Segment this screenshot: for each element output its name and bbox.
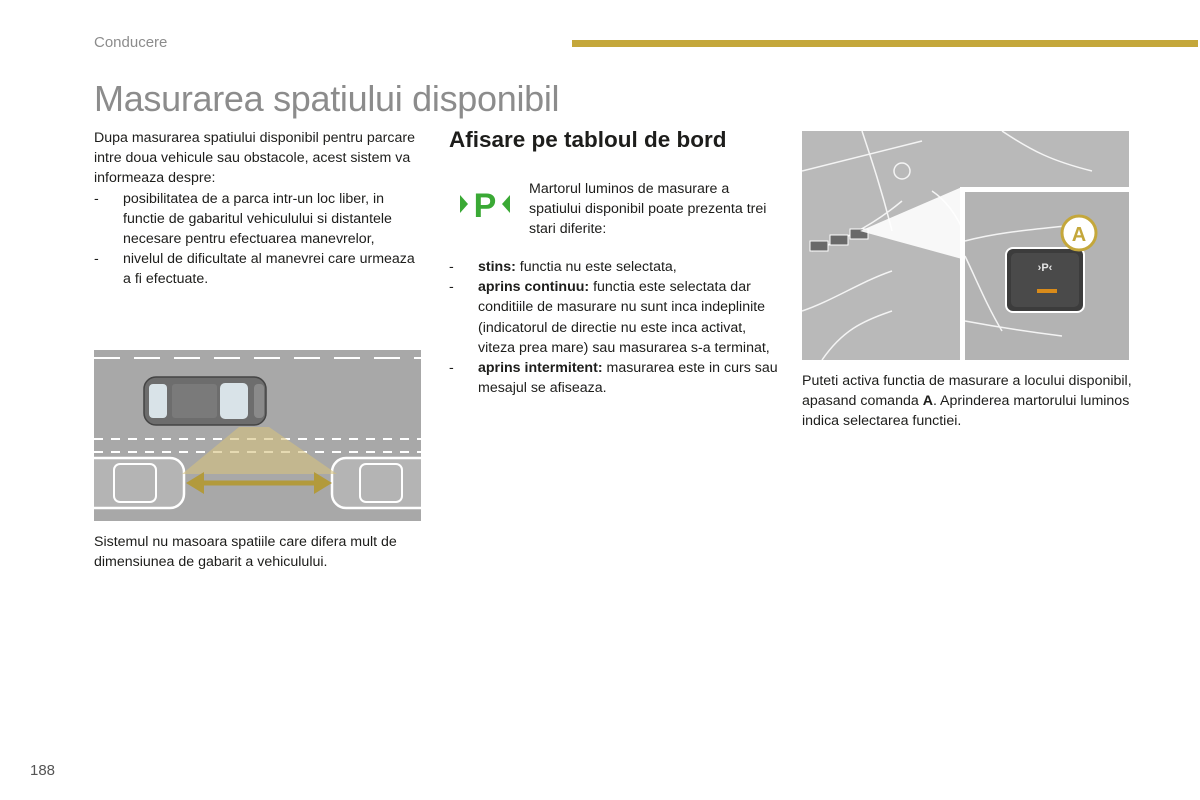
- intro-section: [94, 128, 424, 290]
- caption-control-letter: A: [922, 393, 933, 410]
- state-label: aprins continuu:: [478, 279, 590, 296]
- svg-text:P: P: [473, 187, 497, 222]
- header-accent-bar: [572, 40, 1198, 47]
- figure1-caption: Sistemul nu masoara spatiile care difera mult de dimensiunea de gabarit a vehiculului.: [94, 534, 397, 571]
- state-item-continuous: - aprins continuu: functia este selectata dar conditiile de masurare nu sunt inca indeplinite (indicatorul de directie nu este inca activat, viteza prea mare) sau masurarea s-a terminat,: [449, 279, 770, 356]
- state-label: aprins intermitent:: [478, 360, 603, 377]
- parking-space-illustration: [94, 350, 421, 521]
- telltale-description: Martorul luminos de masurare a spatiului disponibil poate prezenta trei stari diferite:: [529, 181, 767, 238]
- intro-list-item-text: posibilitatea de a parca intr-un loc liber, in functie de gabaritul vehiculului si distantele necesare pentru efectuarea manevrelor,: [123, 190, 392, 248]
- parked-car-right: [332, 458, 421, 508]
- caption-text: . Aprinderea martorului luminos indica selectarea functiei.: [802, 393, 1130, 430]
- state-item-flashing: - aprins intermitent: masurarea este in curs sau mesajul se afiseaza.: [449, 360, 778, 397]
- parked-car-left: [94, 458, 184, 508]
- state-text: functia nu este selectata,: [515, 259, 677, 275]
- control-button-illustration: [802, 131, 1129, 360]
- state-item-off: - stins: functia nu este selectata,: [449, 259, 677, 275]
- intro-list-item: - posibilitatea de a parca intr-un loc liber, in functie de gabaritul vehiculului si distantele necesare pentru efectuarea manevrelor,: [94, 190, 392, 248]
- vehicle-top-view: [144, 377, 266, 425]
- intro-list: [94, 189, 424, 290]
- state-label: stins:: [478, 259, 516, 275]
- callout-a: [1062, 216, 1096, 250]
- button-indicator-light: [1037, 289, 1057, 293]
- svg-text:A: A: [1071, 224, 1087, 246]
- intro-list-item-text: nivelul de dificultate al manevrei care urmeaza a fi efectuate.: [123, 251, 415, 288]
- section-label: Conducere: [94, 34, 168, 51]
- figure2-caption: [802, 371, 1132, 432]
- park-assist-symbol-icon: ›P‹: [1037, 262, 1053, 274]
- state-text: functia este selectata dar conditiile de masurare nu sunt inca indeplinite (indicatorul de directie nu este inca activat, viteza prea mare) sau masurarea s-a terminat,: [478, 279, 770, 356]
- page-number: 188: [30, 762, 56, 779]
- park-assist-p-icon: [458, 186, 512, 222]
- page-title: Masurarea spatiului disponibil: [94, 78, 560, 119]
- dashboard-heading: Afisare pe tabloul de bord: [449, 127, 727, 152]
- telltale-states-list: [449, 257, 779, 398]
- intro-list-item: - nivelul de dificultate al manevrei care urmeaza a fi efectuate.: [94, 251, 415, 288]
- intro-paragraph: Dupa masurarea spatiului disponibil pentru parcare intre doua vehicule sau obstacole, acest sistem va informeaza despre:: [94, 130, 415, 187]
- state-text: masurarea este in curs sau mesajul se afiseaza.: [478, 360, 778, 397]
- zoomed-control-view: [965, 192, 1129, 360]
- caption-text: Puteti activa functia de masurare a locului disponibil, apasand comanda: [802, 373, 1132, 410]
